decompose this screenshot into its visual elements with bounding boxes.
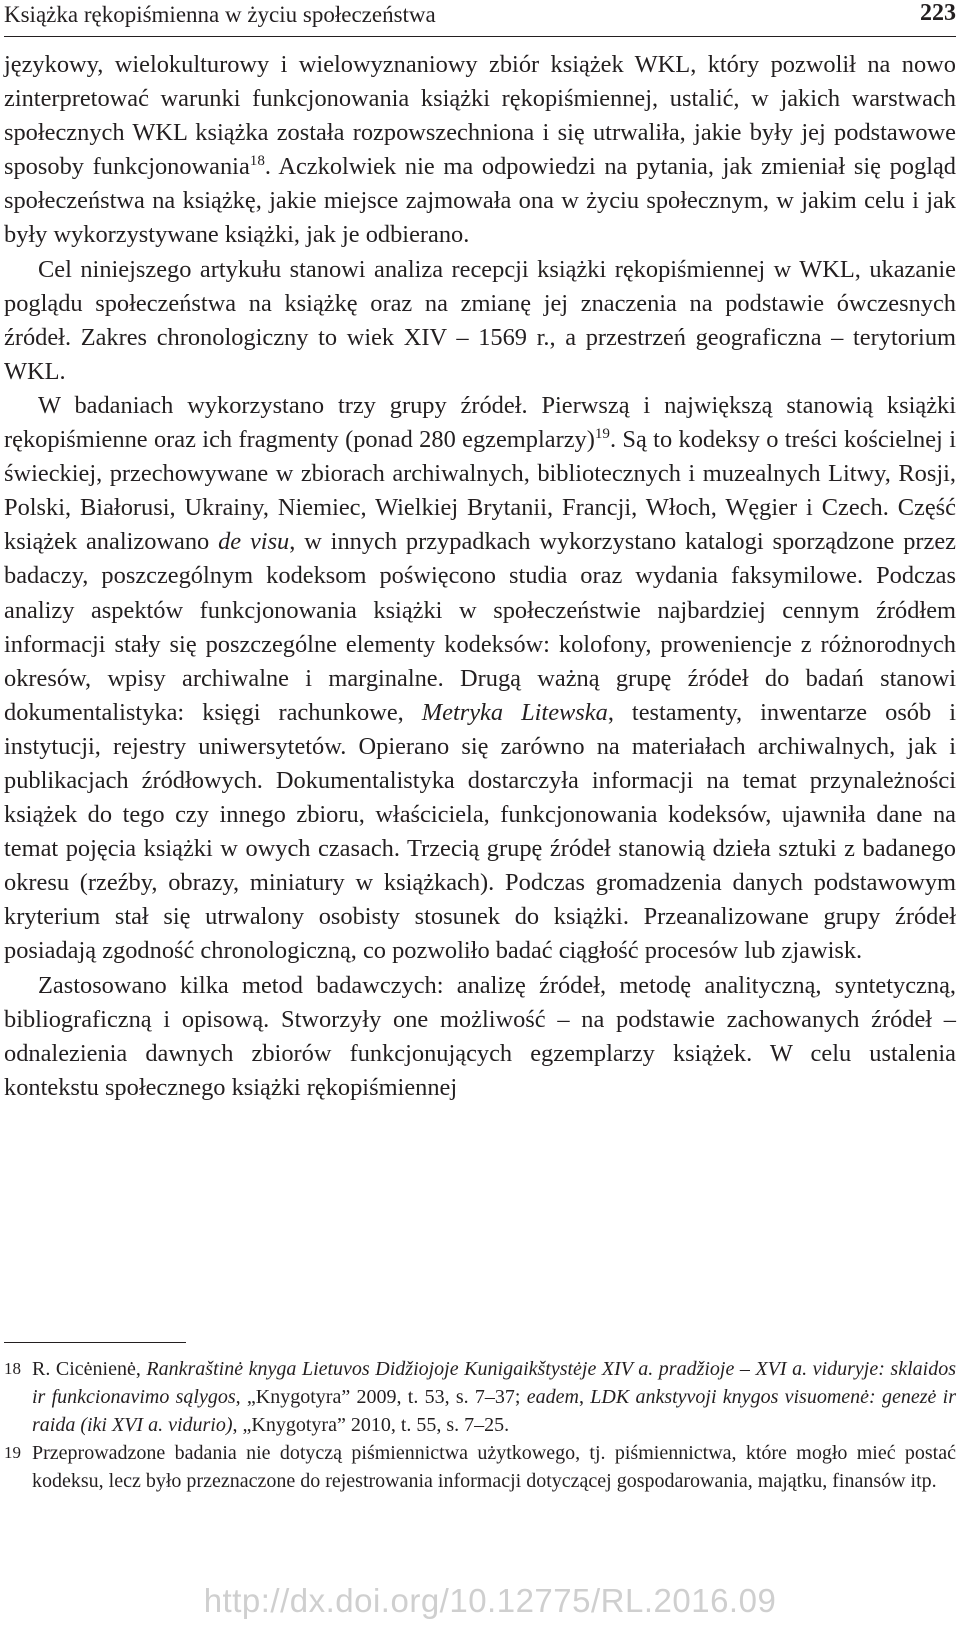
page-number: 223: [920, 0, 956, 26]
footnote-number: 19: [4, 1442, 21, 1462]
paragraph-1: językowy, wielokulturowy i wielowyznaniowy zbiór książek WKL, który pozwolił na nowo zinterpretować warunki funkcjonowania książki rękopiśmiennej, ustalić, w jakich warstwach społecznych WKL książka została rozpowszechniona i się utrwaliła, jakie były jej podstawowe sposoby funkcjonowania$^{18}$. Aczkolwiek nie ma odpowiedzi na pytania, jak zmieniał się pogląd społeczeństwa na książkę, jakie miejsce zajmowała ona w życiu społecznym, w jakim celu i jak były wykorzystywane książki, jak je odbierano.: [4, 51, 956, 249]
main-text: [4, 48, 956, 1105]
footnote-19: 19 Przeprowadzone badania nie dotyczą piśmiennictwa użytkowego, tj. piśmiennictwa, które mogło mieć postać kodeksu, lecz było przeznaczone do rejestrowania informacji dotyczącej gospodarowania, majątku, finansów itp.: [4, 1440, 956, 1496]
footnotes: [4, 1356, 956, 1496]
running-header: [4, 0, 956, 37]
doi-watermark: http://dx.doi.org/10.12775/RL.2016.09: [203, 1582, 777, 1619]
footnote-ref-18[interactable]: 18: [249, 153, 265, 170]
paragraph-2: Cel niniejszego artykułu stanowi analiza recepcji książki rękopiśmiennej w WKL, ukazanie poglądu społeczeństwa na książkę oraz na zmianę jej znaczenia na podstawie ówczesnych źródeł. Zakres chronologiczny to wiek XIV – 1569 r., a przestrzeń geograficzna – terytorium WKL.: [4, 255, 956, 385]
footnote-18: 18 R. Cicėnienė, Rankraštinė knyga Lietuvos Didžiojoje Kunigaikštystėje XIV a. pradžioje – XVI a. viduryje: sklaidos ir funkcionavimo sąlygos, „Knygotyra” 2009, t. 53, s. 7–37; eadem, LDK ankstyvoji knygos visuomenė: genezė ir raida (iki XVI a. vidurio), „Knygotyra” 2010, t. 55, s. 7–25.: [4, 1356, 956, 1440]
paragraph-3: W badaniach wykorzystano trzy grupy źródeł. Pierwszą i największą stanowią książki rękopiśmienne oraz ich fragmenty (ponad 280 egzemplarzy)$^{19}$. Są to kodeksy o treści kościelnej i świeckiej, przechowywane w zbiorach archiwalnych, bibliotecznych i muzealnych Litwy, Rosji, Polski, Białorusi, Ukrainy, Niemiec, Wielkiej Brytanii, Francji, Włoch, Węgier i Czech. Część książek analizowano de visu, w innych przypadkach wykorzystano katalogi sporządzone przez badaczy, poszczególnym kodeksom poświęcono studia oraz wydania faksymilowe. Podczas analizy aspektów funkcjonowania książki w społeczeństwie najbardziej cennym źródłem informacji stały się poszczególne elementy kodeksów: kolofony, proweniencje z różnorodnych okresów, wpisy archiwalne i marginalne. Drugą ważną grupę źródeł do badań stanowi dokumentalistyka: księgi rachunkowe, Metryka Litewska, testamenty, inwentarze osób i instytucji, rejestry uniwersytetów. Opierano się zarówno na materiałach archiwalnych, jak i publikacjach źródłowych. Dokumentalistyka dostarczyła informacji na temat przynależności książek do tego czy innego zbioru, właściciela, funkcjonowania kodeksów, ujawniła dane na temat pojęcia książki w owych czasach. Trzecią grupę źródeł stanowią dzieła sztuki z badanego okresu (rzeźby, obrazy, miniatury w książkach). Podczas gromadzenia danych podstawowym kryterium stał się utrwalony osobisty stosunek do książki. Przeanalizowane grupy źródeł posiadają zgodność chronologiczną, co pozwoliło badać ciągłość procesów lub zjawisk.: [4, 391, 956, 965]
footnote-ref-19[interactable]: 19: [594, 425, 610, 442]
running-title: Książka rękopiśmienna w życiu społeczeństwa: [4, 2, 436, 27]
footnote-number: 18: [4, 1359, 21, 1378]
footnote-separator: [4, 1342, 186, 1343]
paragraph-4: Zastosowano kilka metod badawczych: analizę źródeł, metodę analityczną, syntetyczną, bibliograficzną i opisową. Stworzyły one możliwość – na podstawie zachowanych źródeł – odnalezienia dawnych zbiorów funkcjonujących egzemplarzy książek. W celu ustalenia kontekstu społecznego książki rękopiśmiennej: [4, 971, 956, 1101]
